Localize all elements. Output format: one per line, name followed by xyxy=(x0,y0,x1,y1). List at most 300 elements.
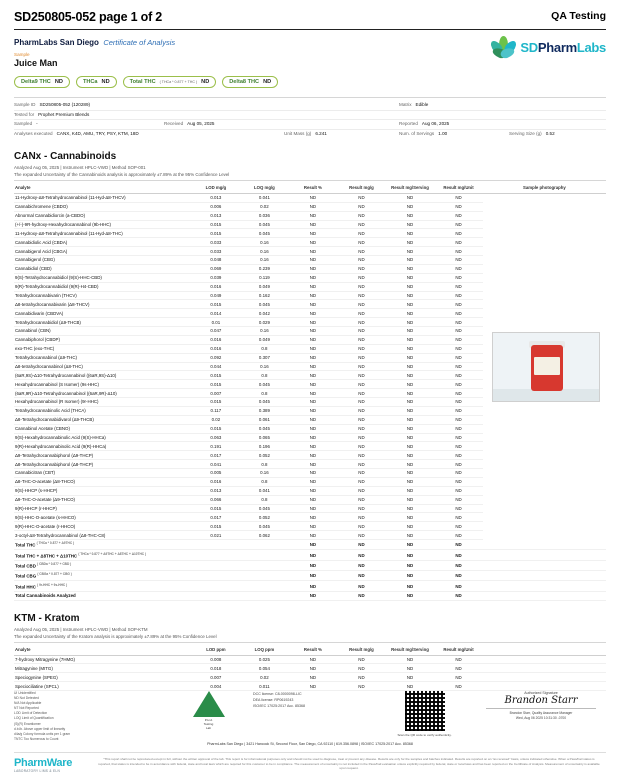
total-value xyxy=(240,581,289,591)
result-value: ND xyxy=(386,664,435,673)
total-value: ND xyxy=(289,560,338,570)
total-value: ND xyxy=(434,571,483,581)
info-value: CANX, K4D, AMU, TRY, PSY, KTM, 18D xyxy=(56,131,139,137)
result-value: ND xyxy=(289,264,338,273)
analyte-name: Δ8-Tetrahydrocannabidivarol (Δ9-THCB) xyxy=(14,415,192,424)
total-value xyxy=(192,550,241,560)
result-value: ND xyxy=(289,513,338,522)
result-value: ND xyxy=(434,513,483,522)
result-value: ND xyxy=(386,202,435,211)
analyte-name: Hexahydrocannabinol (S Isomer) (9s-HHC) xyxy=(14,380,192,389)
analyte-name: 9(S)-HHC-O-acetate (s-HHCO) xyxy=(14,513,192,522)
header-divider xyxy=(14,29,606,30)
result-value: ND xyxy=(337,433,386,442)
total-value xyxy=(192,591,241,600)
result-value: ND xyxy=(337,344,386,353)
pharmware-name: PharmWare xyxy=(14,757,73,769)
analyte-name: 9(S)-Hexahydrocannabinolic Acid (9(S)-HHCa) xyxy=(14,433,192,442)
info-blank-2 xyxy=(284,101,399,110)
result-value: ND xyxy=(337,451,386,460)
lod-value: 0.008 xyxy=(192,655,241,664)
qr-code-icon[interactable] xyxy=(405,691,445,731)
loq-value: 0.02 xyxy=(240,202,289,211)
loq-value: 0.16 xyxy=(240,238,289,247)
pill-value: ND xyxy=(201,79,210,85)
total-value xyxy=(240,591,289,600)
info-value: 0.52 xyxy=(545,131,555,137)
qr-block[interactable] xyxy=(396,691,454,737)
loq-value: 0.052 xyxy=(240,513,289,522)
info-row xyxy=(14,120,606,130)
result-value: ND xyxy=(337,513,386,522)
result-value: ND xyxy=(289,327,338,336)
analyte-name: Mitragynine (MITG) xyxy=(14,664,192,673)
lod-value: 0.018 xyxy=(192,664,241,673)
loq-value: 0.02 xyxy=(240,673,289,682)
spacer-cell xyxy=(483,664,606,673)
result-value: ND xyxy=(434,353,483,362)
total-value: ND xyxy=(386,591,435,600)
result-value: ND xyxy=(386,469,435,478)
loq-value: 0.8 xyxy=(240,477,289,486)
result-value: ND xyxy=(434,389,483,398)
total-value xyxy=(192,581,241,591)
result-value: ND xyxy=(289,389,338,398)
loq-value: 0.041 xyxy=(240,486,289,495)
result-value: ND xyxy=(337,327,386,336)
result-value: ND xyxy=(386,193,435,202)
result-value: ND xyxy=(434,335,483,344)
analyte-name: 9(S)-HHCP (s-HHCP) xyxy=(14,486,192,495)
info-value: - xyxy=(36,121,38,127)
total-value xyxy=(192,560,241,570)
legend-line: NT Not Reported xyxy=(14,706,39,711)
loq-value: 0.162 xyxy=(240,291,289,300)
table-row xyxy=(14,193,606,202)
result-value: ND xyxy=(337,522,386,531)
info-key: Unit Mass (g) xyxy=(284,131,312,137)
result-value: ND xyxy=(386,682,435,691)
info-key: Sample ID xyxy=(14,102,36,107)
lab-name: PharmLabs San Diego xyxy=(14,38,99,47)
total-value: ND xyxy=(289,591,338,600)
lod-value: 0.016 xyxy=(192,282,241,291)
loq-value: 0.16 xyxy=(240,362,289,371)
lod-value: 0.01 xyxy=(192,318,241,327)
loq-value: 0.16 xyxy=(240,247,289,256)
table-header-row xyxy=(14,183,606,194)
total-label: Total THC $^{( THCa * 0.877 + \Delta 9THC )}$ xyxy=(14,540,192,550)
result-value: ND xyxy=(434,664,483,673)
result-value: ND xyxy=(337,318,386,327)
analyte-name: (+/-)-9R-hydroxy-Hexahydrocannabinol (9b-HHC) xyxy=(14,220,192,229)
loq-value: 0.045 xyxy=(240,229,289,238)
signature-meta-line: Wed, Aug 06 2025 10:31:30 -0700 xyxy=(515,716,567,721)
total-label: Total THC + Δ8THC + Δ10THC $^{( THCa * 0.877 + \Delta 9THC + \Delta 8THC + \Delta 10THC )}$ xyxy=(14,550,192,560)
lod-value: 0.039 xyxy=(192,273,241,282)
result-value: ND xyxy=(337,211,386,220)
col-result-mgserving: Result mg/Serving xyxy=(386,183,435,194)
result-value: ND xyxy=(289,344,338,353)
analyte-name: 11-Hydroxy-Δ8-Tetrahydrocannabinol (11-Hyd-Δ8-THC) xyxy=(14,229,192,238)
iso-accreditation: ISO/IEC 17025:2017 Acc. 85368 xyxy=(253,704,305,709)
pharmware-logo xyxy=(14,757,92,773)
result-value: ND xyxy=(337,193,386,202)
analyte-name: Cannabigerol Acid (CBGA) xyxy=(14,247,192,256)
loq-value: 0.025 xyxy=(240,655,289,664)
analyte-name: 3-octyl-Δ8-Tetrahydrocannabinol (Δ8-THC-C8) xyxy=(14,531,192,540)
spacer-cell xyxy=(483,540,606,550)
loq-value: 0.049 xyxy=(240,282,289,291)
result-value: ND xyxy=(386,406,435,415)
section-rule xyxy=(14,642,606,643)
result-value: ND xyxy=(434,300,483,309)
result-value: ND xyxy=(386,673,435,682)
result-value: ND xyxy=(434,424,483,433)
info-key: Reported xyxy=(399,121,418,127)
col-lod: LOD mg/g xyxy=(192,183,241,194)
result-value: ND xyxy=(337,442,386,451)
result-value: ND xyxy=(289,673,338,682)
info-received xyxy=(164,120,284,129)
lod-value: 0.013 xyxy=(192,193,241,202)
pharmware-subtitle: LABORATORY LIMS & ELN xyxy=(14,769,61,773)
result-value: ND xyxy=(337,477,386,486)
info-key: Received xyxy=(164,121,184,127)
result-value: ND xyxy=(289,220,338,229)
pill-thca xyxy=(76,76,117,88)
lod-value: 0.006 xyxy=(192,202,241,211)
analyte-name: 9(R)-HHCP (r-HHCP) xyxy=(14,504,192,513)
result-value: ND xyxy=(337,229,386,238)
result-value: ND xyxy=(337,371,386,380)
result-value: ND xyxy=(434,264,483,273)
kratom-table xyxy=(14,645,606,692)
analyte-name: Abnormal Cannabidiorcin (a-CBDO) xyxy=(14,211,192,220)
result-value: ND xyxy=(386,415,435,424)
section-uncertainty-note: The expanded Uncertainty of the Kratom analysis is approximately ±7.89% at the 95% Confidence Level xyxy=(14,633,217,639)
result-value: ND xyxy=(386,353,435,362)
result-value: ND xyxy=(289,415,338,424)
spacer-cell xyxy=(483,560,606,570)
result-value: ND xyxy=(434,291,483,300)
result-value: ND xyxy=(434,460,483,469)
loq-value: 0.8 xyxy=(240,371,289,380)
result-value: ND xyxy=(337,460,386,469)
result-value: ND xyxy=(386,291,435,300)
analyte-name: Hexahydrocannabinol (R Isomer) (9r-HHC) xyxy=(14,398,192,407)
spacer-cell xyxy=(483,682,606,691)
lod-value: 0.066 xyxy=(192,495,241,504)
result-value: ND xyxy=(289,309,338,318)
total-value: ND xyxy=(337,540,386,550)
legend-line: d4a/g Colony formula units per 1 gram xyxy=(14,731,71,736)
result-value: ND xyxy=(337,353,386,362)
result-value: ND xyxy=(289,531,338,540)
leaf-icon xyxy=(490,36,516,58)
info-blank-9 xyxy=(509,120,606,129)
result-value: ND xyxy=(337,406,386,415)
result-value: ND xyxy=(386,531,435,540)
result-value: ND xyxy=(434,486,483,495)
pharmlabs-seal xyxy=(187,691,231,729)
result-value: ND xyxy=(289,460,338,469)
section-title: KTM - Kratom xyxy=(14,612,80,624)
loq-value: 0.062 xyxy=(240,531,289,540)
pill-value: ND xyxy=(263,79,272,85)
lod-value: 0.015 xyxy=(192,300,241,309)
result-value: ND xyxy=(386,513,435,522)
loq-value: 0.049 xyxy=(240,335,289,344)
result-value: ND xyxy=(434,655,483,664)
result-value: ND xyxy=(337,291,386,300)
result-value: ND xyxy=(337,389,386,398)
result-value: ND xyxy=(434,247,483,256)
result-value: ND xyxy=(289,433,338,442)
result-value: ND xyxy=(289,655,338,664)
result-value: ND xyxy=(289,256,338,265)
result-value: ND xyxy=(289,211,338,220)
total-value: ND xyxy=(434,550,483,560)
section-title: CANx - Cannabinoids xyxy=(14,150,117,162)
total-value: ND xyxy=(289,540,338,550)
analyte-name: exo-THC (exo-THC) xyxy=(14,344,192,353)
result-value: ND xyxy=(289,238,338,247)
lod-value: 0.02 xyxy=(192,415,241,424)
loq-value: 0.045 xyxy=(240,504,289,513)
result-value: ND xyxy=(386,247,435,256)
lod-value: 0.015 xyxy=(192,504,241,513)
info-matrix xyxy=(399,101,509,110)
lod-value: 0.048 xyxy=(192,256,241,265)
page-title: SD250805-052 page 1 of 2 xyxy=(14,10,163,24)
loq-value: 0.16 xyxy=(240,469,289,478)
result-value: ND xyxy=(289,486,338,495)
spacer-cell xyxy=(483,673,606,682)
total-label: Total CBG $^{( CBGa * 0.877 + CBG )}$ xyxy=(14,571,192,581)
lod-value: 0.004 xyxy=(192,682,241,691)
total-value xyxy=(192,571,241,581)
table-row xyxy=(14,682,606,691)
lod-value: 0.092 xyxy=(192,353,241,362)
result-value: ND xyxy=(386,282,435,291)
result-value: ND xyxy=(386,460,435,469)
lab-address: PharmLabs San Diego | 3421 Hancock St, Second Floor, San Diego, CA 92110 | 619.356.0898 | ISO/IEC 17025:2017 Acc. 85368 xyxy=(207,742,413,746)
legend-line: LOQ Limit of Quantification xyxy=(14,716,54,721)
result-value: ND xyxy=(434,451,483,460)
loq-value: 0.065 xyxy=(240,433,289,442)
section-meta: Analyzed Aug 05, 2025 | Instrument HPLC-VWD | Method SOP-001 xyxy=(14,164,146,170)
pill-formula: ( THCa * 0.877 + THC ) xyxy=(159,80,198,84)
result-value: ND xyxy=(434,415,483,424)
total-value: ND xyxy=(289,550,338,560)
total-row xyxy=(14,591,606,600)
result-value: ND xyxy=(337,673,386,682)
section-cannabinoids xyxy=(14,151,606,601)
legend-line: d.b.lb. Above upper limit of linearity xyxy=(14,726,66,731)
dea-license: DEA license: RP0619243 xyxy=(253,698,294,703)
result-value: ND xyxy=(289,664,338,673)
result-value: ND xyxy=(434,442,483,451)
col-loq: LOQ mg/g xyxy=(240,183,289,194)
lod-value: 0.016 xyxy=(192,335,241,344)
result-value: ND xyxy=(289,193,338,202)
col-result-mgg: Result mg/g xyxy=(337,183,386,194)
info-serving-size xyxy=(509,130,606,139)
summary-pills xyxy=(14,76,606,88)
result-value: ND xyxy=(434,273,483,282)
result-value: ND xyxy=(337,238,386,247)
result-value: ND xyxy=(434,238,483,247)
total-row xyxy=(14,550,606,560)
lod-value: 0.047 xyxy=(192,327,241,336)
disclaimer-text: *This report shall not be reproduced except in full, without the written approval of the lab. This report is for informational purposes only and should not be used to diagnose, treat or prevent any disease. Results are only for the samples and batches indicated. Results are reported on an "as received" basis, unless indicated otherwise. When a Pass/Fail status is reported, that status is intended to be in accordance with federal, state and local laws which are required for this customer to be in compliance. The measurement of uncertainty is not included in the Pass/Fail evaluation unless explicitly required by federal, state or local laws and has been reported on the Certificate of Analysis. Measurement of uncertainty is available upon request. xyxy=(98,757,600,771)
lod-value: 0.015 xyxy=(192,398,241,407)
info-unit-mass xyxy=(284,130,399,139)
result-value: ND xyxy=(386,362,435,371)
result-value: ND xyxy=(289,495,338,504)
result-value: ND xyxy=(337,273,386,282)
col-lod: LOD ppm xyxy=(192,645,241,656)
result-value: ND xyxy=(386,318,435,327)
analyte-name: 9(R)-Hexahydrocannabinolic Acid (9(R)-HHCa) xyxy=(14,442,192,451)
result-value: ND xyxy=(386,477,435,486)
analyte-name: Δ9-Tetrahydrocannabiphorol (Δ9-THCP) xyxy=(14,451,192,460)
result-value: ND xyxy=(289,335,338,344)
result-value: ND xyxy=(434,282,483,291)
info-key: Serving Size (g) xyxy=(509,131,542,137)
lod-value: 0.044 xyxy=(192,362,241,371)
result-value: ND xyxy=(434,504,483,513)
analyte-name: Δ8-Tetrahydrocannabiphorol (Δ8-THCP) xyxy=(14,460,192,469)
signature-name: Brandon Starr xyxy=(504,694,578,706)
info-value: Aug 05, 2025 xyxy=(187,121,215,127)
result-value: ND xyxy=(386,335,435,344)
result-value: ND xyxy=(289,362,338,371)
result-value: ND xyxy=(337,486,386,495)
result-value: ND xyxy=(337,247,386,256)
result-value: ND xyxy=(386,256,435,265)
result-value: ND xyxy=(434,469,483,478)
result-value: ND xyxy=(434,211,483,220)
legend-line: LOD Limit of Detection xyxy=(14,711,48,716)
info-key: Analyses executed xyxy=(14,131,53,137)
lod-value: 0.015 xyxy=(192,522,241,531)
col-spacer xyxy=(483,645,606,656)
result-value: ND xyxy=(289,451,338,460)
total-value: ND xyxy=(337,550,386,560)
result-value: ND xyxy=(434,309,483,318)
result-value: ND xyxy=(337,424,386,433)
result-value: ND xyxy=(434,256,483,265)
result-value: ND xyxy=(434,673,483,682)
result-value: ND xyxy=(434,202,483,211)
result-value: ND xyxy=(289,300,338,309)
spacer-cell xyxy=(483,571,606,581)
coa-subtitle: Certificate of Analysis xyxy=(103,38,176,47)
loq-value: 0.307 xyxy=(240,353,289,362)
lod-value: 0.005 xyxy=(192,469,241,478)
info-key: Matrix xyxy=(399,102,412,107)
result-value: ND xyxy=(386,486,435,495)
result-value: ND xyxy=(386,451,435,460)
loq-value: 0.045 xyxy=(240,398,289,407)
result-value: ND xyxy=(289,469,338,478)
total-value: ND xyxy=(434,581,483,591)
result-value: ND xyxy=(289,291,338,300)
total-value: ND xyxy=(386,571,435,581)
legend-line: ND Not Detected xyxy=(14,696,39,701)
pill-label: Delta8 THC xyxy=(229,79,260,85)
result-value: ND xyxy=(434,406,483,415)
result-value: ND xyxy=(386,442,435,451)
info-tested-for xyxy=(14,111,164,120)
loq-value: 0.054 xyxy=(240,664,289,673)
info-blank-5 xyxy=(284,111,399,120)
loq-value: 0.045 xyxy=(240,300,289,309)
loq-value: 0.042 xyxy=(240,309,289,318)
total-value xyxy=(240,560,289,570)
col-sample-photography: Sample photography xyxy=(483,183,606,194)
loq-value: 0.045 xyxy=(240,522,289,531)
spacer-cell xyxy=(483,655,606,664)
col-result-pct: Result % xyxy=(289,645,338,656)
sample-name: Juice Man xyxy=(14,58,58,68)
analyte-name: Tetrahydrocannabinol (Δ9-THC) xyxy=(14,353,192,362)
loq-value: 0.239 xyxy=(240,264,289,273)
footer-bar xyxy=(14,752,606,773)
result-value: ND xyxy=(434,327,483,336)
analyte-name: Δ9-THC-O-acetate (Δ9-THCO) xyxy=(14,495,192,504)
info-analyses xyxy=(14,130,164,139)
info-blank-7 xyxy=(509,111,606,120)
loq-value: 0.8 xyxy=(240,495,289,504)
result-value: ND xyxy=(289,522,338,531)
result-value: ND xyxy=(386,380,435,389)
sample-photo-cell xyxy=(483,193,606,539)
loq-value: 0.045 xyxy=(240,220,289,229)
total-label: Total Cannabinoids Analyzed xyxy=(14,591,192,600)
lod-value: 0.015 xyxy=(192,220,241,229)
lod-value: 0.033 xyxy=(192,238,241,247)
spacer-cell xyxy=(483,591,606,600)
result-value: ND xyxy=(289,477,338,486)
result-value: ND xyxy=(289,247,338,256)
col-result-pct: Result % xyxy=(289,183,338,194)
loq-value: 0.8 xyxy=(240,344,289,353)
logo-pharm: Pharm xyxy=(537,39,577,55)
analyte-name: Cannabidivarin (CBDVA) xyxy=(14,309,192,318)
result-value: ND xyxy=(386,504,435,513)
result-value: ND xyxy=(289,398,338,407)
info-value: Prophet Premium Blends xyxy=(38,111,90,117)
result-value: ND xyxy=(434,477,483,486)
result-value: ND xyxy=(289,282,338,291)
result-value: ND xyxy=(289,229,338,238)
total-row xyxy=(14,540,606,550)
col-result-mgunit: Result mg/Unit xyxy=(434,645,483,656)
result-value: ND xyxy=(434,362,483,371)
license-block xyxy=(253,691,373,709)
table-row xyxy=(14,673,606,682)
lod-value: 0.063 xyxy=(192,433,241,442)
result-value: ND xyxy=(386,389,435,398)
total-value: ND xyxy=(386,540,435,550)
result-value: ND xyxy=(289,273,338,282)
seal-caption: P.H.A Testing Lab xyxy=(203,717,214,730)
result-value: ND xyxy=(386,344,435,353)
lod-value: 0.021 xyxy=(192,531,241,540)
